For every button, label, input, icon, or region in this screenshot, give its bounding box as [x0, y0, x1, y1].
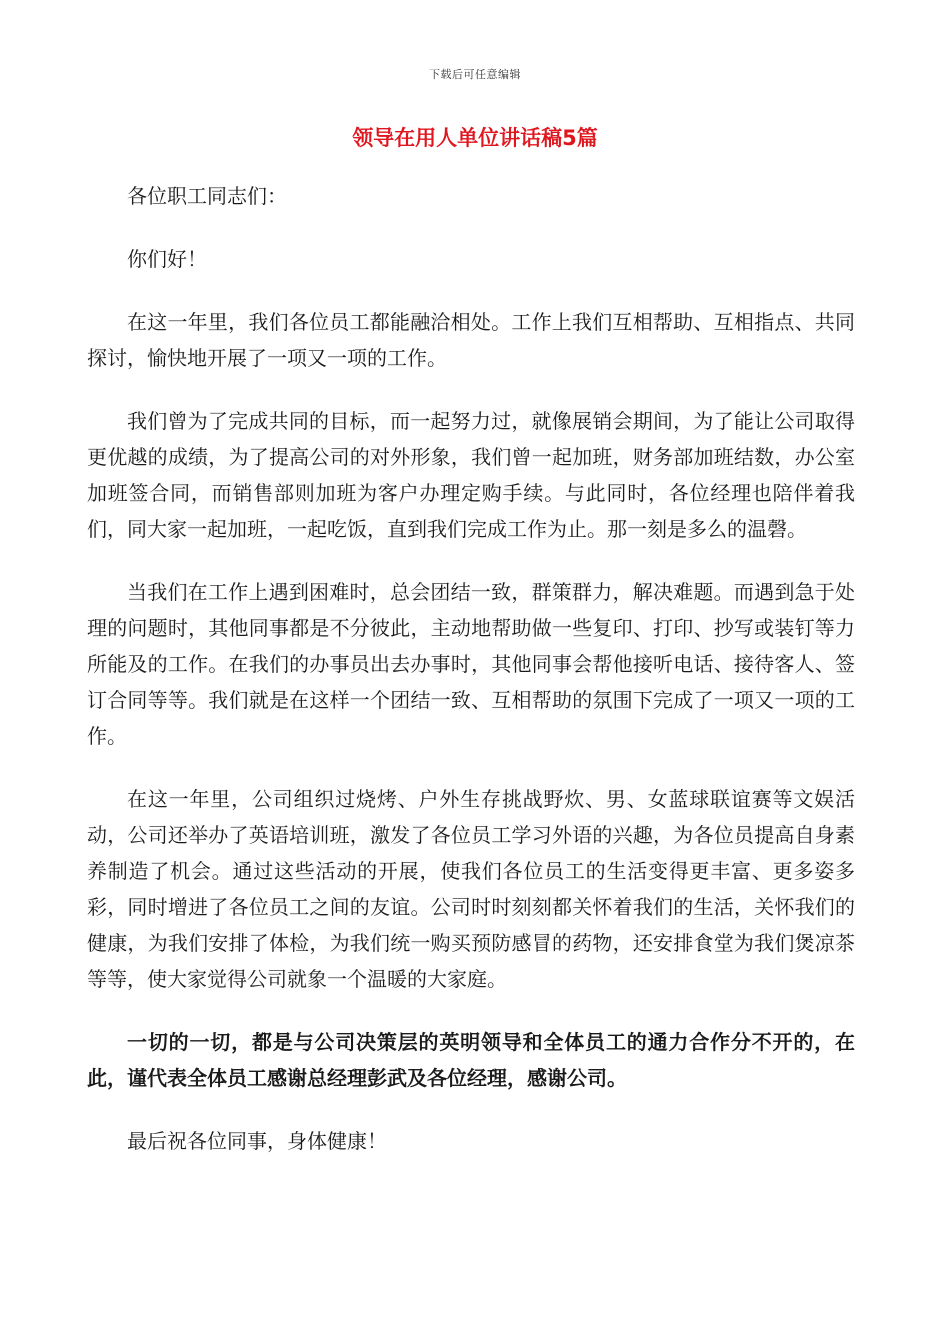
- greeting: 你们好！: [127, 247, 207, 271]
- paragraph: 在这一年里，公司组织过烧烤、户外生存挑战野炊、男、女蓝球联谊赛等文娱活动，公司还举办了英语培训班，激发了各位员工学习外语的兴趣，为各位员提高自身素养制造了机会。通过这些活动的开展，使我们各位员工的生活变得更丰富、更多姿多彩，同时增进了各位员工之间的友谊。公司时时刻刻都关怀着我们的生活，关怀我们的健康，为我们安排了体检，为我们统一购买预防感冒的药物，还安排食堂为我们煲凉茶等等，使大家觉得公司就象一个温暖的大家庭。: [87, 787, 855, 991]
- document-body: [87, 178, 855, 1186]
- paragraph: 当我们在工作上遇到困难时，总会团结一致，群策群力，解决难题。而遇到急于处理的问题时，其他同事都是不分彼此，主动地帮助做一些复印、打印、抄写或装钉等力所能及的工作。在我们的办事员出去办事时，其他同事会帮他接听电话、接待客人、签订合同等等。我们就是在这样一个团结一致、互相帮助的氛围下完成了一项又一项的工作。: [87, 580, 855, 748]
- header-note: 下载后可任意编辑: [429, 68, 521, 81]
- document-title: 领导在用人单位讲话稿5篇: [352, 126, 598, 150]
- salutation: 各位职工同志们：: [127, 184, 287, 208]
- closing: 最后祝各位同事，身体健康！: [127, 1129, 387, 1153]
- paragraph: 在这一年里，我们各位员工都能融洽相处。工作上我们互相帮助、互相指点、共同探讨，愉快地开展了一项又一项的工作。: [87, 310, 855, 370]
- bold-paragraph: 一切的一切，都是与公司决策层的英明领导和全体员工的通力合作分不开的，在此，谨代表全体员工感谢总经理彭武及各位经理，感谢公司。: [87, 1030, 855, 1090]
- paragraph: 我们曾为了完成共同的目标，而一起努力过，就像展销会期间，为了能让公司取得更优越的成绩，为了提高公司的对外形象，我们曾一起加班，财务部加班结数，办公室加班签合同，而销售部则加班为客户办理定购手续。与此同时，各位经理也陪伴着我们，同大家一起加班，一起吃饭，直到我们完成工作为止。那一刻是多么的温磬。: [87, 409, 855, 541]
